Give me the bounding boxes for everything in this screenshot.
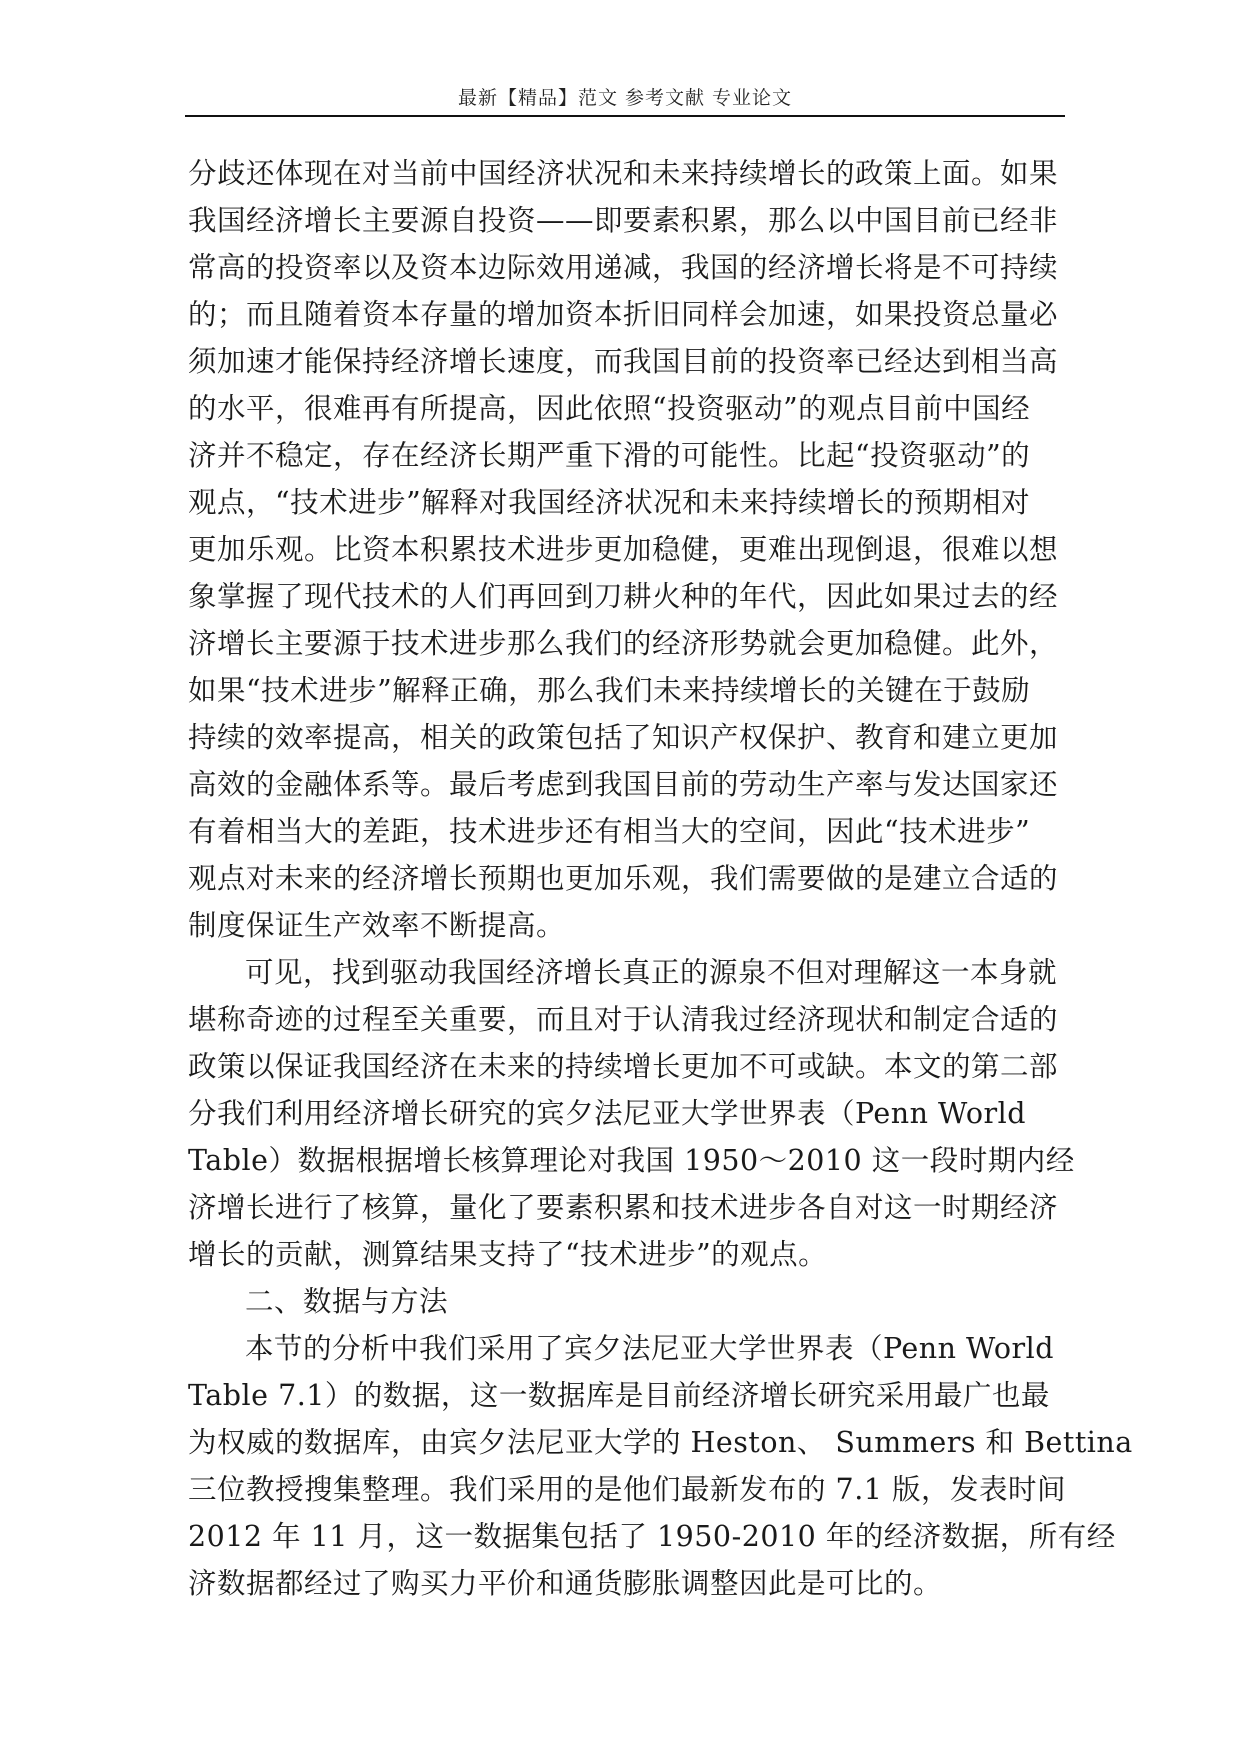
paragraph	[188, 949, 1075, 1278]
header-rule	[185, 115, 1065, 117]
text-line: 持续的效率提高，相关的政策包括了知识产权保护、教育和建立更加	[188, 721, 1059, 754]
text-line: 政策以保证我国经济在未来的持续增长更加不可或缺。本文的第二部	[188, 1050, 1059, 1083]
text-line: 观点，“技术进步”解释对我国经济状况和未来持续增长的预期相对	[188, 486, 1031, 519]
text-line: 济并不稳定，存在经济长期严重下滑的可能性。比起“投资驱动”的	[188, 439, 1031, 472]
text-line: 增长的贡献，测算结果支持了“技术进步”的观点。	[188, 1238, 828, 1271]
text-line: 堪称奇迹的过程至关重要，而且对于认清我过经济现状和制定合适的	[188, 1003, 1059, 1036]
text-line: Table）数据根据增长核算理论对我国 1950～2010 这一段时期内经	[188, 1144, 1075, 1177]
text-line: 须加速才能保持经济增长速度，而我国目前的投资率已经达到相当高	[188, 345, 1059, 378]
text-line: 常高的投资率以及资本边际效用递减，我国的经济增长将是不可持续	[188, 251, 1059, 284]
text-line: 2012 年 11 月，这一数据集包括了 1950-2010 年的经济数据，所有经	[188, 1520, 1116, 1553]
text-line: 为权威的数据库，由宾夕法尼亚大学的 Heston、 Summers 和 Bettina	[188, 1426, 1133, 1459]
text-line: 观点对未来的经济增长预期也更加乐观，我们需要做的是建立合适的	[188, 862, 1059, 895]
text-line: 分歧还体现在对当前中国经济状况和未来持续增长的政策上面。如果	[188, 157, 1059, 190]
paragraph	[188, 1325, 1133, 1607]
text-line: 象掌握了现代技术的人们再回到刀耕火种的年代，因此如果过去的经	[188, 580, 1059, 613]
text-line: 高效的金融体系等。最后考虑到我国目前的劳动生产率与发达国家还	[188, 768, 1059, 801]
text-line: 三位教授搜集整理。我们采用的是他们最新发布的 7.1 版，发表时间	[188, 1473, 1066, 1506]
text-line: Table 7.1）的数据，这一数据库是目前经济增长研究采用最广也最	[188, 1379, 1050, 1412]
text-line: 的；而且随着资本存量的增加资本折旧同样会加速，如果投资总量必	[188, 298, 1059, 331]
paragraph	[188, 150, 1068, 949]
text-line: 制度保证生产效率不断提高。	[188, 909, 566, 942]
text-line: 本节的分析中我们采用了宾夕法尼亚大学世界表（Penn World	[245, 1332, 1055, 1365]
text-line: 我国经济增长主要源自投资——即要素积累，那么以中国目前已经非	[188, 204, 1059, 237]
text-line: 的水平，很难再有所提高，因此依照“投资驱动”的观点目前中国经	[188, 392, 1031, 425]
text-line: 济数据都经过了购买力平价和通货膨胀调整因此是可比的。	[188, 1567, 943, 1600]
text-line: 可见，找到驱动我国经济增长真正的源泉不但对理解这一本身就	[245, 956, 1058, 989]
page-header: 最新【精品】范文 参考文献 专业论文	[457, 87, 793, 109]
text-line: 如果“技术进步”解释正确，那么我们未来持续增长的关键在于鼓励	[188, 674, 1031, 707]
text-line: 济增长主要源于技术进步那么我们的经济形势就会更加稳健。此外，	[188, 627, 1059, 660]
text-line: 更加乐观。比资本积累技术进步更加稳健，更难出现倒退，很难以想	[188, 533, 1059, 566]
body-text	[188, 150, 1133, 1607]
paragraph	[188, 1278, 1068, 1325]
text-line: 分我们利用经济增长研究的宾夕法尼亚大学世界表（Penn World	[188, 1097, 1027, 1130]
text-line: 有着相当大的差距，技术进步还有相当大的空间，因此“技术进步”	[188, 815, 1031, 848]
text-line: 济增长进行了核算，量化了要素积累和技术进步各自对这一时期经济	[188, 1191, 1059, 1224]
text-line: 二、数据与方法	[245, 1285, 449, 1318]
